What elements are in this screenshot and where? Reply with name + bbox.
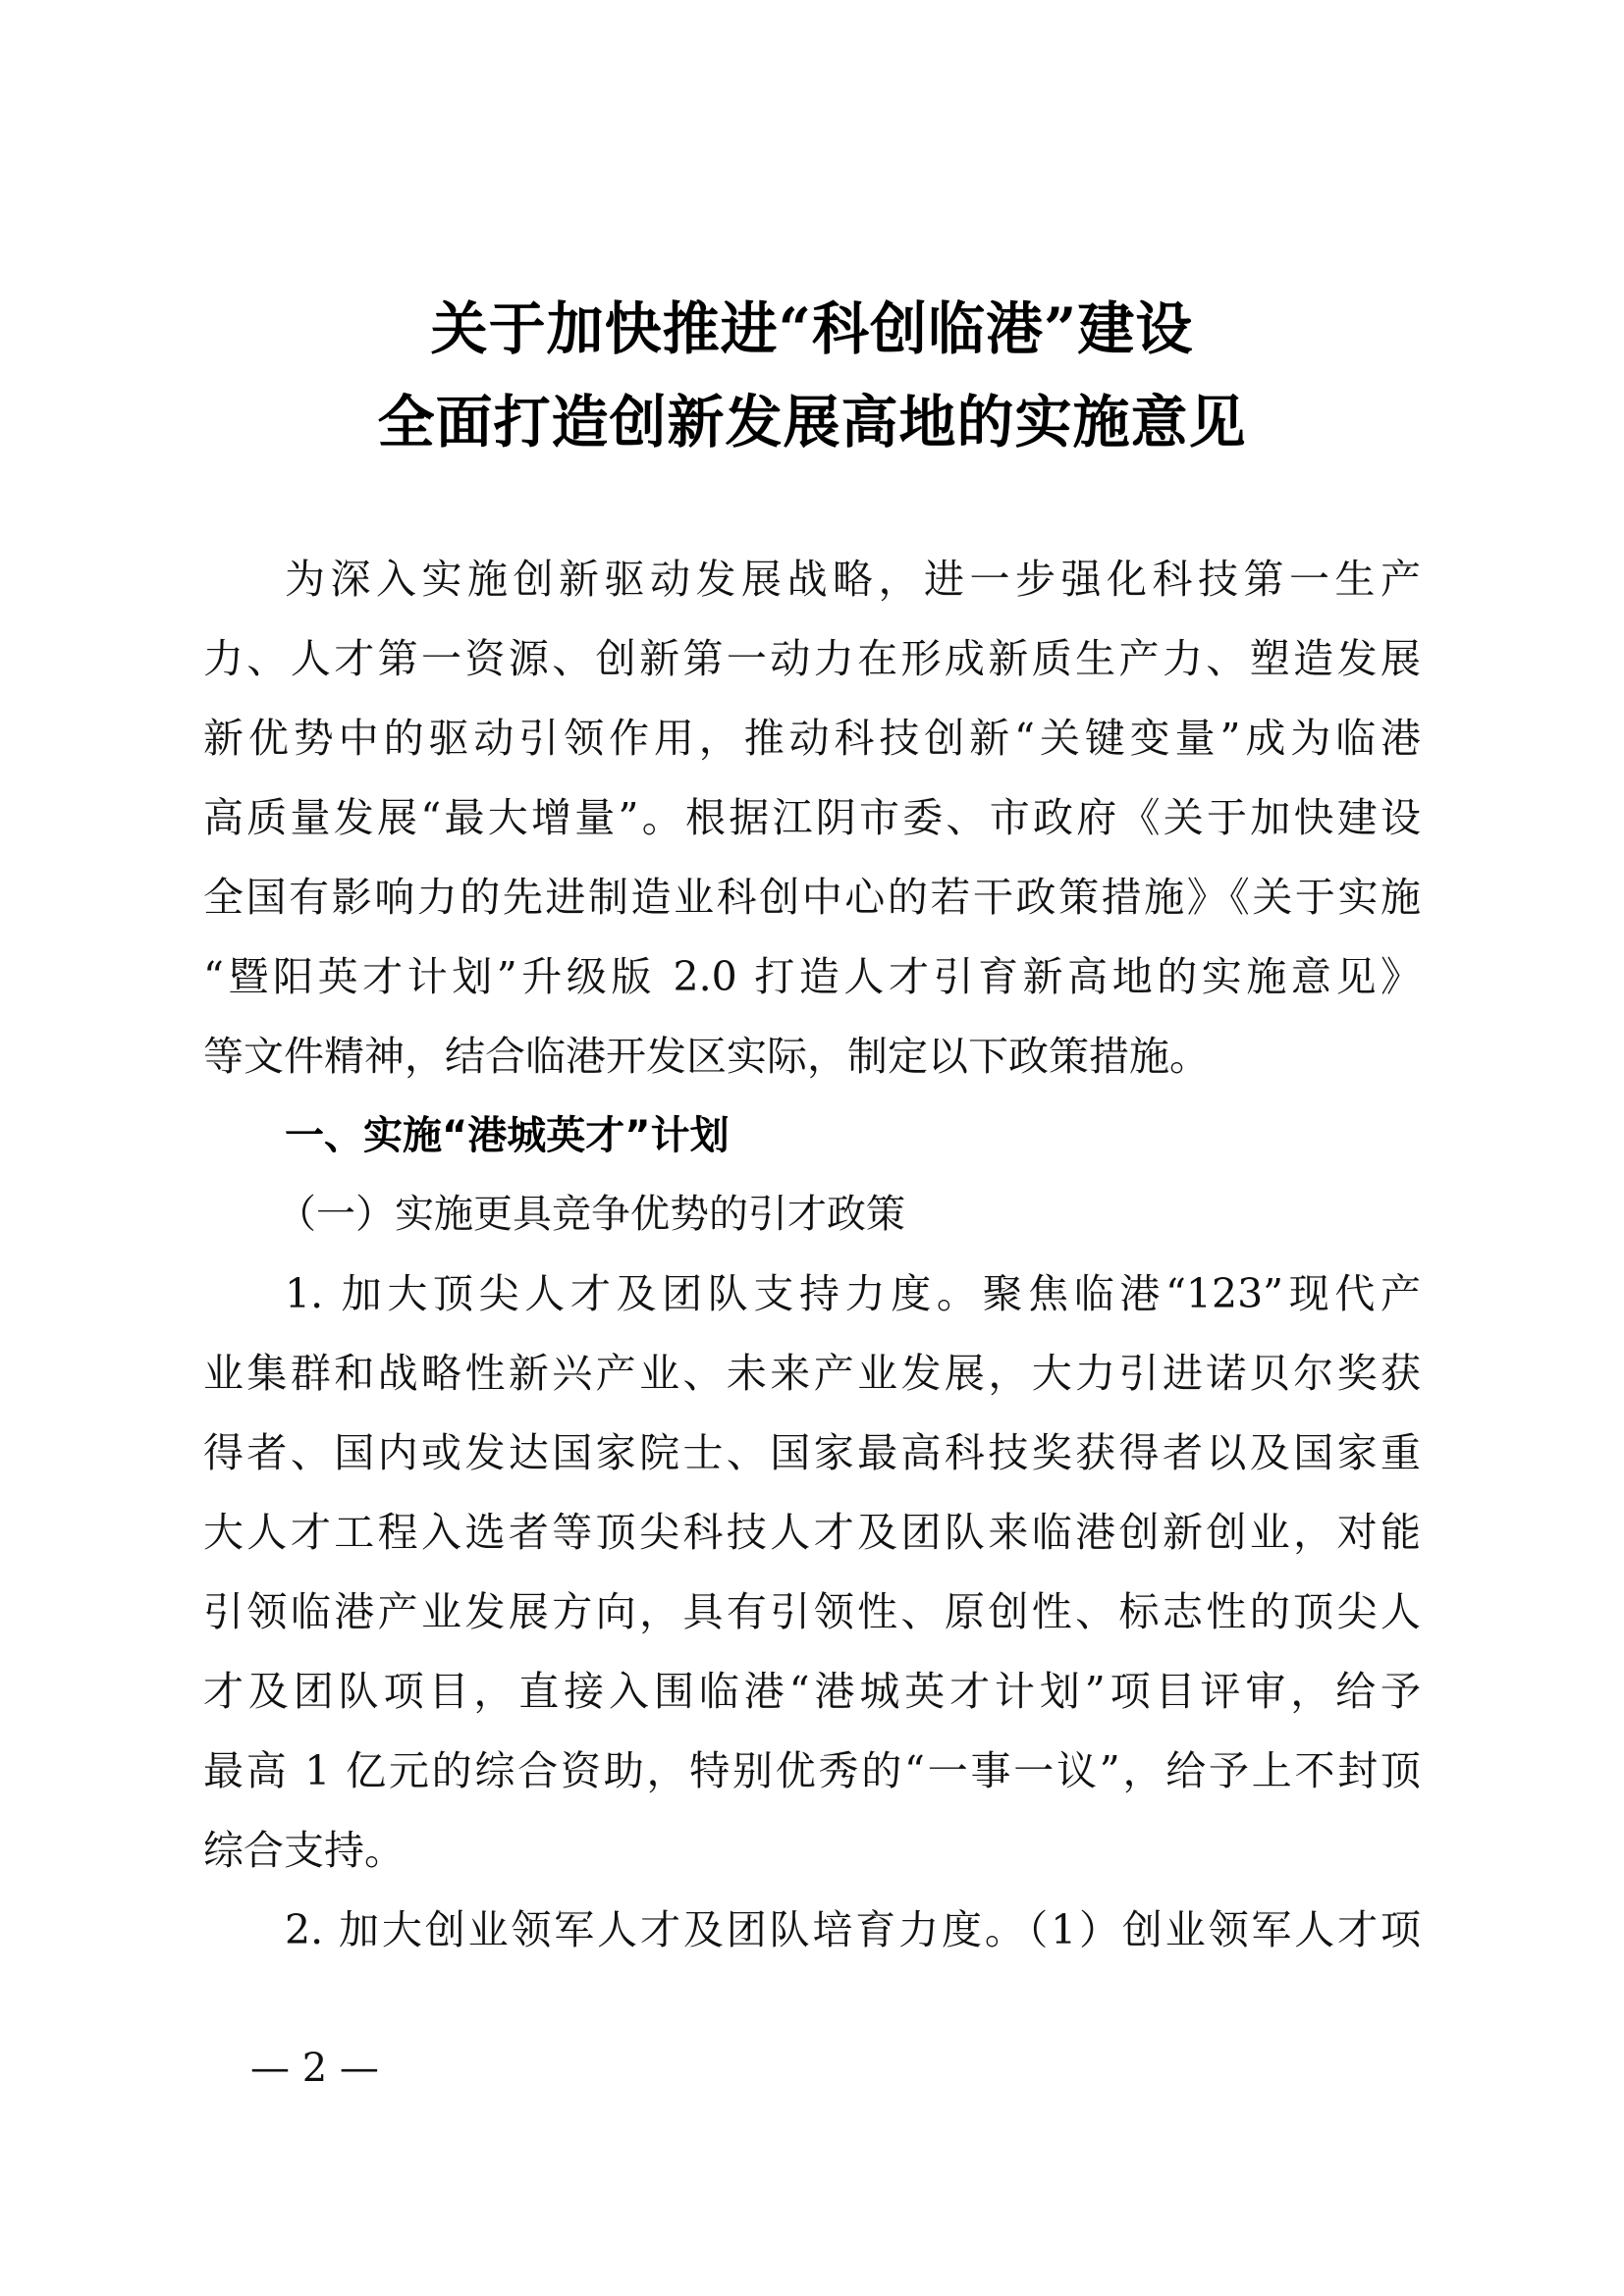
item-1-line: 1. 加大顶尖人才及团队支持力度。聚焦临港“123”现代产 [285,1270,1421,1317]
preamble-line: 为深入实施创新驱动发展战略，进一步强化科技第一生产 [285,556,1421,603]
item-1-line: 大人才工程入选者等顶尖科技人才及团队来临港创新创业，对能 [203,1509,1421,1556]
item-1-line: 引领临港产业发展方向，具有引领性、原创性、标志性的顶尖人 [203,1588,1421,1635]
item-1-line: 才及团队项目，直接入围临港“港城英才计划”项目评审，给予 [203,1668,1421,1715]
item-1-line: 综合支持。 [203,1827,405,1874]
preamble-line: 高质量发展“最大增量”。根据江阴市委、市政府《关于加快建设 [203,794,1421,841]
item-1-line: 最高 1 亿元的综合资助，特别优秀的“一事一议”，给予上不封顶 [203,1747,1421,1794]
preamble-line: 全国有影响力的先进制造业科创中心的若干政策措施》《关于实施 [203,874,1421,921]
document-title-line-2: 全面打造创新发展高地的实施意见 [377,389,1247,455]
section-heading: 一、实施“港城英才”计划 [285,1113,730,1158]
preamble-line: 等文件精神，结合临港开发区实际，制定以下政策措施。 [203,1033,1210,1080]
item-1-line: 得者、国内或发达国家院士、国家最高科技奖获得者以及国家重 [203,1429,1421,1476]
document-title-line-1: 关于加快推进“科创临港”建设 [430,295,1194,362]
page-number: — 2 — [250,2046,379,2091]
item-1-line: 业集群和战略性新兴产业、未来产业发展，大力引进诺贝尔奖获 [203,1350,1421,1397]
item-2-line: 2. 加大创业领军人才及团队培育力度。（1）创业领军人才项 [285,1906,1421,1953]
preamble-line: “暨阳英才计划”升级版 2.0 打造人才引育新高地的实施意见》 [203,953,1421,1000]
preamble-line: 力、人才第一资源、创新第一动力在形成新质生产力、塑造发展 [203,635,1421,682]
preamble-line: 新优势中的驱动引领作用，推动科技创新“关键变量”成为临港 [203,715,1421,762]
subsection-heading: （一）实施更具竞争优势的引才政策 [277,1192,905,1237]
